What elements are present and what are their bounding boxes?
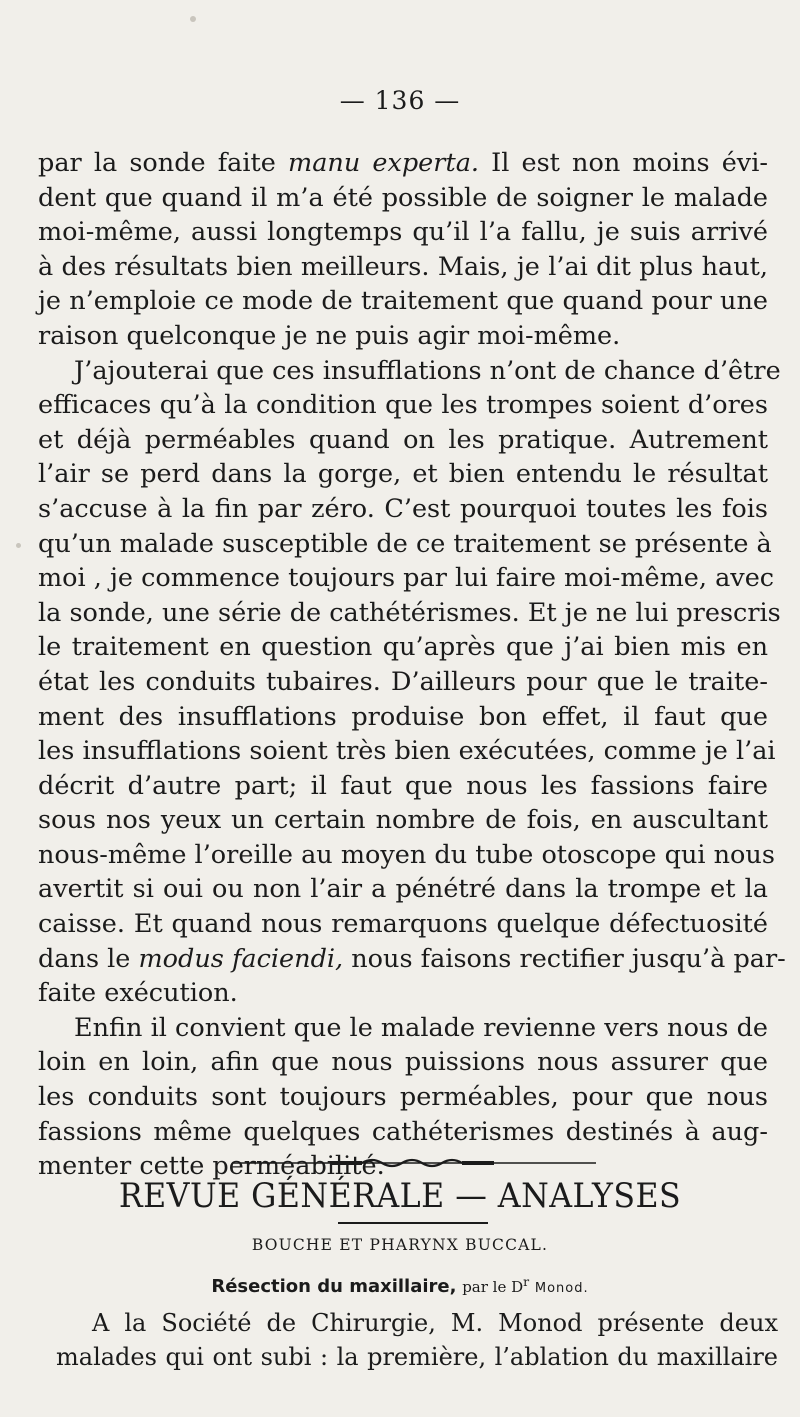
text-segment: faite exécution. [38,978,238,1009]
text-segment: l’air se perd dans la gorge, et bien entendu le résultat [38,459,768,490]
ornamental-separator [232,1157,596,1169]
text-line [38,284,768,319]
text-line [38,250,768,285]
text-line [38,734,776,769]
print-smudge [190,16,196,22]
text-segment: la sonde, une série de cathétérismes. Et je ne lui prescris [38,597,781,628]
text-segment: décrit d’autre part; il faut que nous les fassions faire [38,770,768,801]
text-segment: Enfin il convient que le malade revienne vers nous de [74,1012,768,1043]
text-segment: nous faisons rectifier jusqu’à par- [343,943,786,974]
text-segment: état les conduits tubaires. D’ailleurs pour que le traite- [38,666,768,697]
text-line [38,630,768,665]
text-line [38,561,775,596]
text-segment: et déjà perméables quand on les pratique. Autrement [38,424,768,455]
text-line [38,181,768,216]
section-title: REVUE GÉNÉRALE — ANALYSES [118,1176,682,1216]
text-segment: les conduits sont toujours perméables, pour que nous [38,1082,768,1113]
text-line [38,1045,768,1080]
paragraph [38,354,786,1011]
article-author: Monod. [534,1281,589,1296]
text-line [38,976,768,1011]
text-line [38,1115,768,1150]
text-segment: malades qui ont subi : la première, l’ablation du maxillaire [56,1343,778,1371]
text-line [38,907,768,942]
article-byline [462,1274,530,1296]
text-segment: les insufflations soient très bien exécutées, comme je l’ai [38,736,776,767]
text-line [38,838,775,873]
text-line [38,388,768,423]
text-segment: je n’emploie ce mode de traitement que quand pour une [38,286,768,317]
text-line [56,1340,778,1374]
text-segment: s’accuse à la fin par zéro. C’est pourquoi toutes les fois [38,493,768,524]
text-segment: menter cette perméabilité. [38,1151,385,1182]
title-rule [338,1222,488,1224]
text-line [38,942,786,977]
text-segment: dans le [38,943,139,974]
text-line [38,527,772,562]
text-segment: nous-même l’oreille au moyen du tube otoscope qui nous [38,839,775,870]
text-segment: moi , je commence toujours par lui faire moi-même, avec [38,563,775,594]
text-segment: dent que quand il m’a été possible de soigner le malade [38,182,768,213]
article-body [56,1306,778,1374]
text-segment: moi-même, aussi longtemps qu’il l’a fallu, je suis arrivé [38,217,768,248]
text-line [38,872,768,907]
text-line [56,1306,778,1340]
article-title: Résection du maxillaire, [211,1276,457,1297]
italic-phrase: manu experta. [288,148,480,178]
text-segment: avertit si oui ou non l’air a pénétré dans la trompe et la [38,874,768,905]
text-line [38,1080,768,1115]
text-segment: caisse. Et quand nous remarquons quelque défectuosité [38,909,768,940]
text-segment: à des résultats bien meilleurs. Mais, je l’ai dit plus haut, [38,251,768,282]
text-segment: raison quelconque je ne puis agir moi-même. [38,320,621,351]
page-number: — 136 — [339,86,461,115]
text-line [38,803,768,838]
text-segment: le traitement en question qu’après que j’ai bien mis en [38,632,768,663]
text-line [38,319,768,354]
byline-superscript: r [523,1274,530,1289]
text-line [38,700,768,735]
text-line [38,492,768,527]
text-line [38,457,768,492]
text-segment: par la sonde faite [38,148,289,178]
text-segment: qu’un malade susceptible de ce traitement se présente à [38,528,772,559]
text-line [38,665,768,700]
subsection-heading: BOUCHE ET PHARYNX BUCCAL. [251,1236,549,1254]
text-segment: efficaces qu’à la condition que les trompes soient d’ores [38,390,768,421]
paragraph [38,146,768,354]
text-line [38,215,768,250]
text-segment: sous nos yeux un certain nombre de fois, en auscultant [38,805,768,836]
text-segment: ment des insufflations produise bon effet, il faut que [38,701,768,732]
text-line [38,769,768,804]
article-heading [0,1274,800,1297]
text-segment: A la Société de Chirurgie, M. Monod présente deux [92,1309,778,1337]
italic-phrase: modus faciendi, [138,943,344,974]
text-line [38,354,781,389]
body-text [38,146,786,1184]
text-segment: J’ajouterai que ces insufflations n’ont de chance d’être [74,355,781,386]
text-segment: fassions même quelques cathéterismes destinés à aug- [38,1116,768,1147]
text-line [38,596,781,631]
text-segment: loin en loin, afin que nous puissions nous assurer que [38,1047,768,1078]
print-smudge [16,543,21,548]
text-line [38,146,768,181]
text-segment: Il est non moins évi- [479,148,768,178]
text-line [38,1011,768,1046]
text-line [38,423,768,458]
byline-prefix: par le D [462,1278,524,1296]
